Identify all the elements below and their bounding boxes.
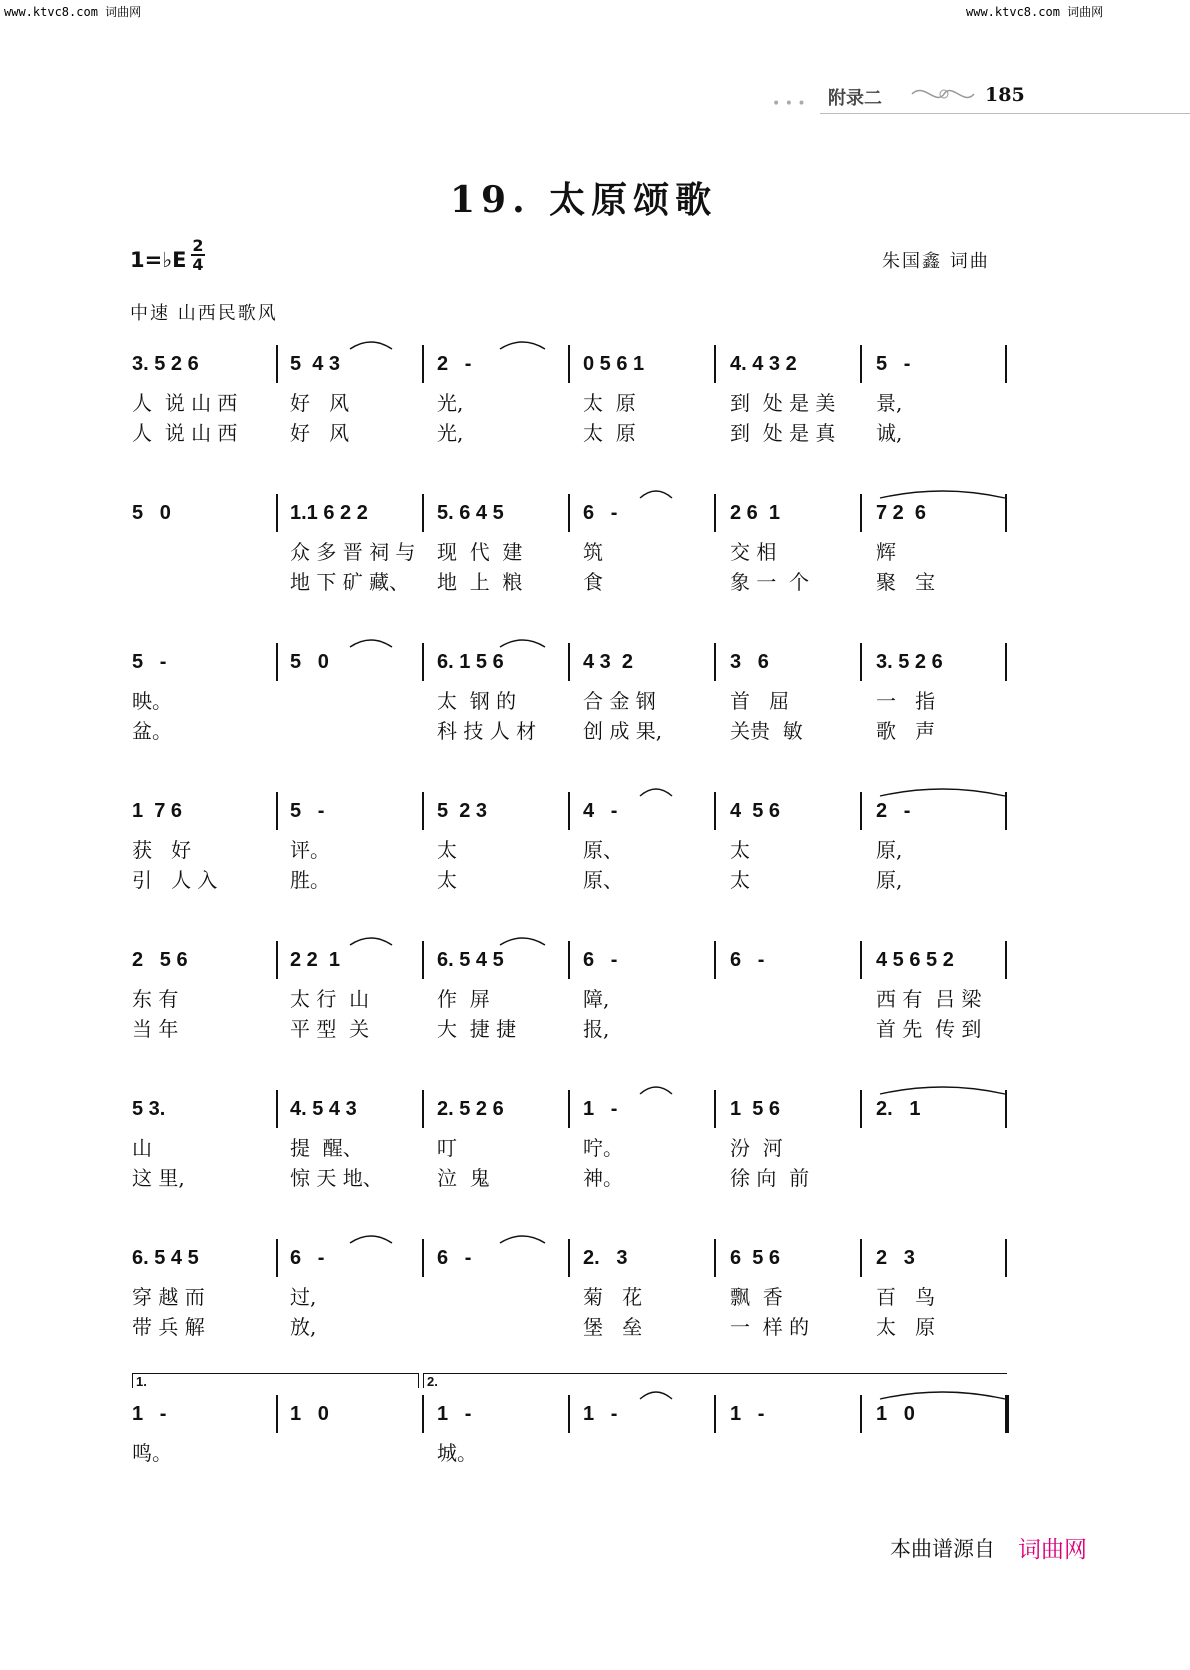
measure-notes: 6 -: [730, 949, 765, 971]
score-system: [0, 345, 1190, 495]
lyric-verse-1: 汾 河: [730, 1136, 783, 1160]
lyric-verse-2: 首 先 传 到: [876, 1017, 982, 1041]
tempo-marking: 中速 山西民歌风: [130, 303, 278, 324]
lyric-verse-2: 科 技 人 材: [437, 719, 537, 743]
lyric-verse-1: 众 多 晋 祠 与: [290, 540, 416, 564]
measure-notes: 7 2 6: [876, 502, 927, 524]
lyric-verse-1: 东 有: [132, 987, 179, 1011]
lyric-verse-1: 到 处 是 美: [730, 391, 836, 415]
lyric-verse-2: 地 下 矿 藏、: [290, 570, 410, 594]
lyric-verse-1: 一 指: [876, 689, 936, 713]
score-system: [0, 643, 1190, 793]
lyric-verse-2: 大 捷 捷: [437, 1017, 517, 1041]
measure-notes: 1.1 6 2 2: [290, 502, 368, 524]
score-system: [0, 1374, 1190, 1545]
watermark-left: www.ktvc8.com 词曲网: [4, 5, 142, 19]
lyric-verse-1: 好 风: [290, 391, 350, 415]
lyric-verse-2: 神。: [583, 1166, 623, 1190]
lyric-verse-2: 泣 鬼: [437, 1166, 490, 1190]
measure-notes: 1 7 6: [132, 800, 183, 822]
measure-notes: 2. 1: [876, 1098, 921, 1120]
lyric-verse-1: 原,: [876, 838, 903, 862]
measure-notes: 1 -: [437, 1403, 472, 1425]
lyric-verse-1: 穿 越 而: [132, 1285, 205, 1309]
ornament-icon: [910, 80, 976, 108]
measure-notes: 2 2 1: [290, 949, 341, 971]
lyric-verse-2: 原、: [583, 868, 623, 892]
measure-notes: 5 -: [290, 800, 325, 822]
slur-layer: [0, 941, 1190, 961]
lyric-verse-1: 光,: [437, 391, 464, 415]
slur-layer: [0, 1395, 1190, 1415]
lyric-verse-1: 百 鸟: [876, 1285, 936, 1309]
lyric-verse-1: 映。: [132, 689, 172, 713]
measure-notes: 2. 5 2 6: [437, 1098, 504, 1120]
score-system: [0, 1239, 1190, 1389]
lyric-verse-1: 合 金 钢: [583, 689, 656, 713]
lyric-verse-1: 鸣。: [132, 1441, 172, 1465]
lyric-verse-2: 太: [437, 868, 457, 892]
measure-notes: 2 -: [876, 800, 911, 822]
measure-notes: 4 -: [583, 800, 618, 822]
lyric-verse-2: 食: [583, 570, 603, 594]
lyric-verse-1: 筑: [583, 540, 603, 564]
footer-source: 本曲谱源自: [890, 1537, 995, 1561]
header-rule: [820, 113, 1190, 114]
song-title: 19. 太原颂歌: [450, 179, 718, 221]
score-system: [0, 792, 1190, 942]
lyric-verse-1: 太 原: [583, 391, 636, 415]
measure-notes: 4 3 2: [583, 651, 634, 673]
score-system: [0, 941, 1190, 1091]
lyric-verse-1: 评。: [290, 838, 330, 862]
lyric-verse-2: 原,: [876, 868, 903, 892]
lyric-verse-1: 城。: [437, 1441, 477, 1465]
header-dots: • • •: [772, 96, 806, 112]
measure-notes: 1 -: [730, 1403, 765, 1425]
lyric-verse-1: 咛。: [583, 1136, 623, 1160]
measure-notes: 1 5 6: [730, 1098, 781, 1120]
footer-brand: 词曲网: [1018, 1537, 1087, 1563]
lyric-verse-2: 好 风: [290, 421, 350, 445]
measure-notes: 4 5 6 5 2: [876, 949, 954, 971]
slur-arc: [640, 1392, 672, 1399]
measure-notes: 2 5 6: [132, 949, 188, 971]
lyric-verse-2: 报,: [583, 1017, 610, 1041]
volta-first-ending: 1.: [132, 1373, 419, 1388]
lyric-verse-2: 关贵 敏: [730, 719, 803, 743]
lyric-verse-1: 辉: [876, 540, 896, 564]
slur-layer: [0, 1090, 1190, 1110]
lyric-verse-1: 飘 香: [730, 1285, 783, 1309]
measure-notes: 1 0: [290, 1403, 329, 1425]
measure-notes: 6 5 6: [730, 1247, 781, 1269]
measure-notes: 6 -: [290, 1247, 325, 1269]
lyric-verse-1: 山: [132, 1136, 152, 1160]
slur-layer: [0, 643, 1190, 663]
lyric-verse-2: 带 兵 解: [132, 1315, 205, 1339]
measure-notes: 5 0: [132, 502, 171, 524]
lyric-verse-1: 提 醒、: [290, 1136, 363, 1160]
page-number: 185: [985, 84, 1025, 106]
lyric-verse-1: 交 相: [730, 540, 777, 564]
lyric-verse-1: 菊 花: [583, 1285, 643, 1309]
lyric-verse-1: 首 屈: [730, 689, 790, 713]
lyric-verse-1: 人 说 山 西: [132, 391, 238, 415]
slur-layer: [0, 792, 1190, 812]
lyric-verse-2: 当 年: [132, 1017, 179, 1041]
song-credit: 朱国鑫 词曲: [882, 251, 990, 272]
measure-notes: 4. 4 3 2: [730, 353, 797, 375]
lyric-verse-2: 歌 声: [876, 719, 936, 743]
measure-notes: 6 -: [437, 1247, 472, 1269]
lyric-verse-2: 放,: [290, 1315, 317, 1339]
measure-notes: 1 0: [876, 1403, 915, 1425]
header-section: 附录二: [828, 88, 882, 109]
measure-notes: 0 5 6 1: [583, 353, 645, 375]
lyric-verse-2: 地 上 粮: [437, 570, 523, 594]
volta-second-ending: 2.: [423, 1373, 1007, 1388]
score-system: [0, 494, 1190, 644]
measure-notes: 5 -: [876, 353, 911, 375]
lyric-verse-2: 诚,: [876, 421, 903, 445]
measure-notes: 5 0: [290, 651, 329, 673]
lyric-verse-2: 到 处 是 真: [730, 421, 836, 445]
measure-notes: 5 4 3: [290, 353, 341, 375]
lyric-verse-2: 聚 宝: [876, 570, 936, 594]
lyric-verse-1: 现 代 建: [437, 540, 523, 564]
lyric-verse-2: 太 原: [583, 421, 636, 445]
measure-notes: 1 -: [583, 1403, 618, 1425]
lyric-verse-2: 创 成 果,: [583, 719, 663, 743]
slur-arc: [500, 342, 545, 349]
time-signature: [191, 237, 205, 273]
lyric-verse-2: 象 一 个: [730, 570, 810, 594]
lyric-verse-1: 太: [730, 838, 750, 862]
lyric-verse-2: 太 原: [876, 1315, 936, 1339]
lyric-verse-1: 太 钢 的: [437, 689, 517, 713]
measure-notes: 3 6: [730, 651, 769, 673]
lyric-verse-2: 光,: [437, 421, 464, 445]
measure-notes: 3. 5 2 6: [132, 353, 199, 375]
measure-notes: 5. 6 4 5: [437, 502, 504, 524]
lyric-verse-1: 太: [437, 838, 457, 862]
lyric-verse-1: 过,: [290, 1285, 317, 1309]
lyric-verse-2: 这 里,: [132, 1166, 185, 1190]
lyric-verse-2: 盆。: [132, 719, 172, 743]
measure-notes: 3. 5 2 6: [876, 651, 943, 673]
slur-layer: [0, 1239, 1190, 1259]
slur-arc: [880, 1392, 1005, 1399]
lyric-verse-2: 平 型 关: [290, 1017, 370, 1041]
score-system: [0, 1090, 1190, 1240]
time-sig-bottom: 4: [192, 255, 204, 274]
lyric-verse-1: 西 有 吕 梁: [876, 987, 982, 1011]
measure-notes: 2 3: [876, 1247, 915, 1269]
measure-notes: 2 -: [437, 353, 472, 375]
lyric-verse-2: 惊 天 地、: [290, 1166, 383, 1190]
watermark-right: www.ktvc8.com 词曲网: [966, 5, 1104, 19]
measure-notes: 6. 1 5 6: [437, 651, 504, 673]
lyric-verse-1: 障,: [583, 987, 610, 1011]
lyric-verse-1: 获 好: [132, 838, 192, 862]
time-sig-top: 2: [192, 236, 204, 255]
lyric-verse-2: 胜。: [290, 868, 330, 892]
lyric-verse-2: 引 人 入: [132, 868, 218, 892]
lyric-verse-1: 太 行 山: [290, 987, 370, 1011]
lyric-verse-1: 叮: [437, 1136, 457, 1160]
slur-layer: [0, 345, 1190, 365]
measure-notes: 1 -: [583, 1098, 618, 1120]
lyric-verse-2: 人 说 山 西: [132, 421, 238, 445]
measure-notes: 6. 5 4 5: [132, 1247, 199, 1269]
slur-layer: [0, 494, 1190, 514]
measure-notes: 2. 3: [583, 1247, 628, 1269]
measure-notes: 5 -: [132, 651, 167, 673]
lyric-verse-2: 堡 垒: [583, 1315, 643, 1339]
key-signature: 1=♭E: [130, 248, 187, 272]
measure-notes: 5 3.: [132, 1098, 166, 1120]
measure-notes: 5 2 3: [437, 800, 488, 822]
lyric-verse-2: 太: [730, 868, 750, 892]
lyric-verse-1: 原、: [583, 838, 623, 862]
measure-notes: 6 -: [583, 502, 618, 524]
slur-arc: [350, 342, 392, 349]
measure-notes: 4 5 6: [730, 800, 781, 822]
measure-notes: 6 -: [583, 949, 618, 971]
lyric-verse-2: 徐 向 前: [730, 1166, 810, 1190]
measure-notes: 1 -: [132, 1403, 167, 1425]
measure-notes: 6. 5 4 5: [437, 949, 504, 971]
lyric-verse-2: 一 样 的: [730, 1315, 810, 1339]
measure-notes: 4. 5 4 3: [290, 1098, 357, 1120]
measure-notes: 2 6 1: [730, 502, 781, 524]
lyric-verse-1: 作 屏: [437, 987, 490, 1011]
lyric-verse-1: 景,: [876, 391, 903, 415]
